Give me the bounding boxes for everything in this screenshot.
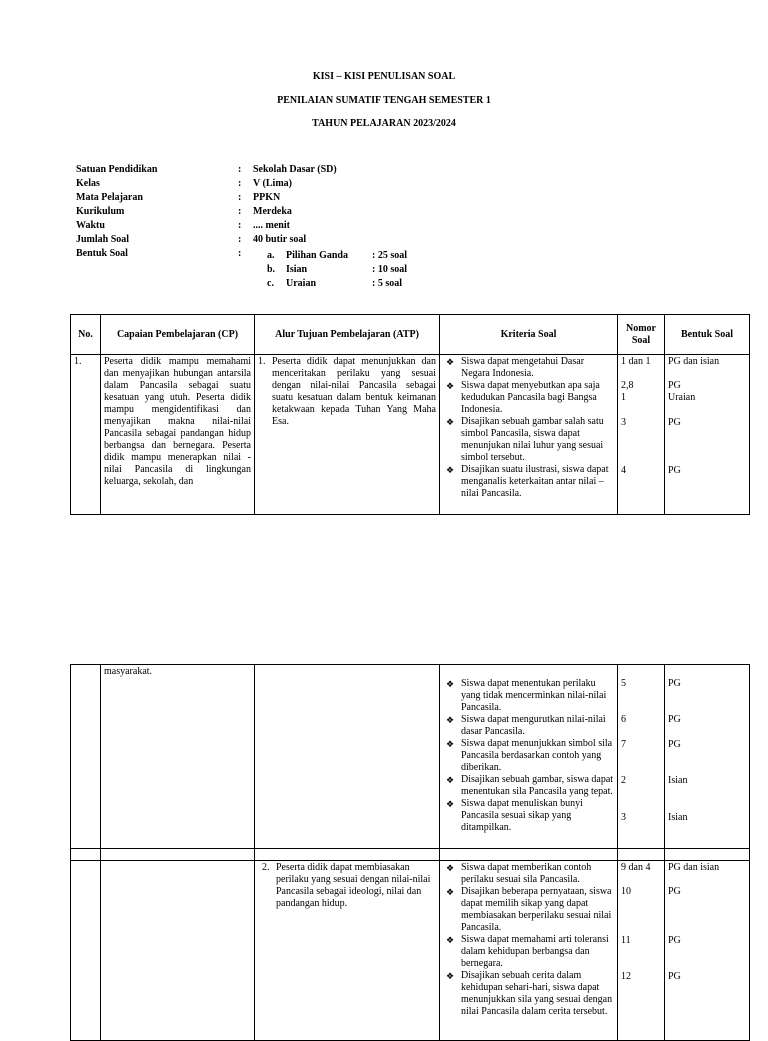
bentuk-letter: c. [267,278,274,289]
bentuk-value: PG [668,678,681,689]
cell-cp: Peserta didik mampu memahami dan menyajikan hubungan antarsila dalam Pancasila sebagai suatu kesatuan yang utuh. Peserta didik mampu mengidentifikasi dan menyajikan makna nilai-nilai Pancasila sebagai pandangan hidup berbangsa dan bernegara. Peserta didik mampu menerapkan nilai - nilai Pancasila di lingkungan keluarga, sekolah, dan [101,355,255,515]
info-colon: : [238,248,242,259]
nomor-value: 11 [621,935,631,946]
kriteria-item: ❖ Siswa dapat memberikan contoh perilaku sesuai sila Pancasila. [461,862,614,886]
bentuk-value: PG [668,417,681,428]
nomor-value: 2,8 [621,380,634,391]
bentuk-name: Pilihan Ganda [286,250,348,261]
kriteria-item: ❖ Siswa dapat menyebutkan apa saja kedudukan Pancasila bagi Bangsa Indonesia. [461,380,614,416]
bentuk-value: Isian [668,812,688,823]
info-colon: : [238,220,242,231]
cell-empty [71,849,101,861]
bentuk-letter: a. [267,250,275,261]
cell-no: 1. [71,355,101,515]
atp-number: 1. [258,356,266,367]
info-value: 40 butir soal [253,234,307,245]
cell-empty [101,849,255,861]
bentuk-value: : 25 soal [372,250,407,261]
nomor-value: 4 [621,465,626,476]
cell-bentuk [665,861,750,1041]
nomor-value: 10 [621,886,631,897]
nomor-value: 7 [621,739,626,750]
bentuk-value: PG [668,380,681,391]
info-label: Kelas [76,178,100,189]
info-value: V (Lima) [253,178,292,189]
cell-no [71,861,101,1041]
nomor-value: 2 [621,775,626,786]
bentuk-value: PG dan isian [668,356,720,367]
info-value: Merdeka [253,206,292,217]
info-colon: : [238,164,242,175]
bentuk-value: PG dan isian [668,862,720,873]
atp-text: Peserta didik dapat membiasakan perilaku yang sesuai dengan nilai-nilai Pancasila sebagai ideologi, nilai dan pandangan hidup. [276,862,431,909]
cell-nomor [618,665,665,849]
info-colon: : [238,178,242,189]
info-label: Bentuk Soal [76,248,128,259]
bentuk-value: PG [668,971,681,982]
info-value: .... menit [253,220,290,231]
cell-cp: masyarakat. [101,665,255,849]
info-label: Kurikulum [76,206,125,217]
bentuk-letter: b. [267,264,276,275]
cell-bentuk [665,665,750,849]
nomor-value: 3 [621,812,626,823]
atp-number: 2. [262,862,270,873]
nomor-value: 1 dan 1 [621,356,651,367]
bentuk-value: PG [668,714,681,725]
doc-title: KISI – KISI PENULISAN SOAL [312,71,456,82]
kriteria-item: ❖ Siswa dapat mengurutkan nilai-nilai dasar Pancasila. [461,714,614,738]
atp-text: Peserta didik dapat menunjukkan dan menceritakan perilaku yang sesuai dengan nilai-nilai Pancasila sebagai suatu kesatuan dalam bentuk keimanan ketakwaan kepada Tuhan Yang Maha Esa. [272,356,436,427]
info-colon: : [238,192,242,203]
info-label: Mata Pelajaran [76,192,143,203]
kriteria-item: ❖ Disajikan sebuah gambar salah satu simbol Pancasila, siswa dapat menunjukan nilai luhur yang sesuai simbol tersebut. [461,416,614,464]
header-nomor: Nomor Soal [618,315,665,355]
header-bentuk: Bentuk Soal [665,315,750,355]
cell-atp [255,355,440,515]
kriteria-item: ❖ Siswa dapat memahami arti toleransi dalam kehidupan berbangsa dan bernegara. [461,934,614,970]
info-value: PPKN [253,192,281,203]
bentuk-item [267,264,487,278]
nomor-value: 6 [621,714,626,725]
cell-empty [618,849,665,861]
cell-empty [665,849,750,861]
kriteria-item: ❖ Siswa dapat menunjukkan simbol sila Pancasila berdasarkan contoh yang diberikan. [461,738,614,774]
nomor-value: 1 [621,392,626,403]
cell-cp [101,861,255,1041]
bentuk-value: PG [668,935,681,946]
cell-nomor [618,355,665,515]
kisi-table-page1 [70,314,750,515]
bentuk-value: PG [668,886,681,897]
kriteria-item: ❖ Siswa dapat mengetahui Dasar Negara Indonesia. [461,356,614,380]
bentuk-value: : 10 soal [372,264,407,275]
bentuk-item [267,250,487,264]
bentuk-value: Isian [668,775,688,786]
nomor-value: 5 [621,678,626,689]
bentuk-value: Uraian [668,392,696,403]
doc-year: TAHUN PELAJARAN 2023/2024 [312,118,456,129]
kisi-table-page2 [70,664,750,1041]
cell-bentuk [665,355,750,515]
nomor-value: 9 dan 4 [621,862,651,873]
kriteria-item: ❖ Siswa dapat menentukan perilaku yang tidak mencerminkan nilai-nilai Pancasila. [461,678,614,714]
kriteria-item: ❖ Disajikan suatu ilustrasi, siswa dapat menganalis keterkaitan antar nilai – nilai Pancasila. [461,464,614,500]
cell-kriteria [440,355,618,515]
bentuk-value: PG [668,465,681,476]
cell-nomor [618,861,665,1041]
info-label: Jumlah Soal [76,234,130,245]
info-colon: : [238,234,242,245]
info-value: Sekolah Dasar (SD) [253,164,337,175]
kriteria-item: ❖ Siswa dapat menuliskan bunyi Pancasila sesuai sikap yang ditampilkan. [461,798,614,834]
cell-kriteria [440,665,618,849]
nomor-value: 12 [621,971,631,982]
header-atp: Alur Tujuan Pembelajaran (ATP) [255,315,440,355]
cell-empty [255,849,440,861]
info-label: Waktu [76,220,105,231]
cell-atp [255,861,440,1041]
bentuk-name: Uraian [286,278,316,289]
info-colon: : [238,206,242,217]
header-no: No. [71,315,101,355]
header-cp: Capaian Pembelajaran (CP) [101,315,255,355]
doc-subtitle: PENILAIAN SUMATIF TENGAH SEMESTER 1 [277,95,491,106]
kriteria-item: ❖ Disajikan beberapa pernyataan, siswa dapat memilih sikap yang dapat membiasakan berperilaku sesuai nilai Pancasila. [461,886,614,934]
bentuk-item [267,278,487,292]
bentuk-list [267,250,487,292]
nomor-value: 3 [621,417,626,428]
cell-atp [255,665,440,849]
cell-empty [440,849,618,861]
bentuk-value: PG [668,739,681,750]
kriteria-item: ❖ Disajikan sebuah cerita dalam kehidupan sehari-hari, siswa dapat menunjukkan sila yang sesuai dengan nilai Pancasila dalam cerita tersebut. [461,970,614,1018]
kriteria-item: ❖ Disajikan sebuah gambar, siswa dapat menentukan sila Pancasila yang tepat. [461,774,614,798]
bentuk-name: Isian [286,264,308,275]
info-label: Satuan Pendidikan [76,164,158,175]
cell-no [71,665,101,849]
header-kriteria: Kriteria Soal [440,315,618,355]
bentuk-value: : 5 soal [372,278,402,289]
cell-kriteria [440,861,618,1041]
